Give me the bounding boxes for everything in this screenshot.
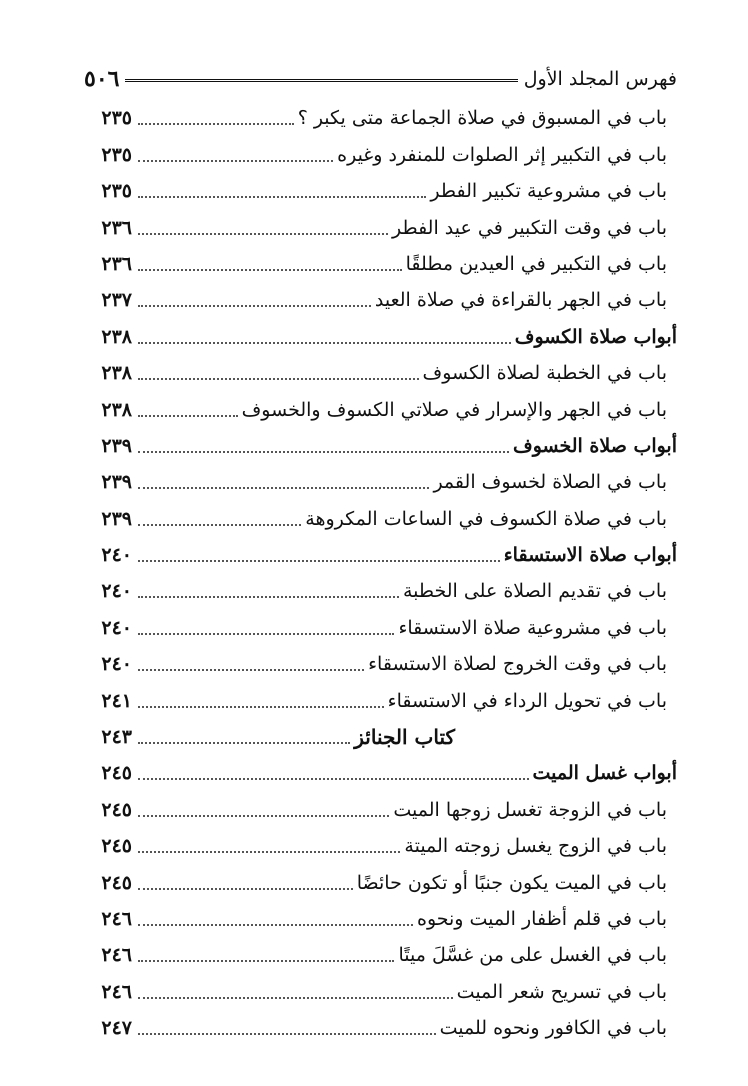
toc-entry [84, 574, 677, 610]
toc-entry-page: ٢٣٩ [101, 471, 132, 494]
dot-leader [138, 997, 453, 999]
toc-section-heading [84, 429, 677, 465]
dot-leader [138, 742, 350, 744]
dot-leader [138, 560, 500, 562]
dot-leader [138, 451, 509, 453]
toc-entry-page: ٢٤٠ [101, 580, 132, 603]
toc-entry-page: ٢٤٦ [101, 944, 132, 967]
dot-leader [138, 269, 402, 271]
toc-entry [84, 683, 677, 719]
toc-entry [84, 137, 677, 173]
toc-entry [84, 647, 677, 683]
dot-leader [138, 924, 413, 926]
toc-entry-title: كتاب الجنائز [354, 725, 455, 750]
toc-entry [84, 174, 677, 210]
toc-entry-title: باب في مشروعية تكبير الفطر [430, 180, 667, 203]
page-number: ٥٠٦ [84, 66, 120, 92]
dot-leader [138, 815, 389, 817]
toc-entry-page: ٢٣٦ [101, 216, 132, 239]
toc-section-heading [84, 538, 677, 574]
toc-entry-page: ٢٣٨ [101, 362, 132, 385]
toc-entry-title: أبواب صلاة الخسوف [513, 434, 677, 457]
dot-leader [138, 706, 384, 708]
toc-entry-title: باب في مشروعية صلاة الاستسقاء [398, 616, 667, 639]
toc-entry-page: ٢٤٧ [101, 1017, 132, 1040]
toc-entry-title: باب في وقت التكبير في عيد الفطر [392, 216, 667, 239]
toc-entry-title: باب في تحويل الرداء في الاستسقاء [387, 689, 667, 712]
dot-leader [138, 415, 238, 417]
dot-leader [138, 305, 371, 307]
toc-entry [84, 101, 677, 137]
page-header [84, 64, 677, 94]
dot-leader [138, 123, 294, 125]
toc-entry-title: باب في الجهر بالقراءة في صلاة العيد [374, 289, 667, 312]
toc-entry [84, 902, 677, 938]
toc-entry-page: ٢٣٥ [101, 107, 132, 130]
toc-entry [84, 1011, 677, 1047]
toc-entry [84, 792, 677, 828]
toc-section-heading [84, 319, 677, 355]
toc-entry [84, 974, 677, 1010]
toc-entry-title: باب في التكبير إثر الصلوات للمنفرد وغيره [337, 143, 667, 166]
table-of-contents [84, 101, 677, 1047]
toc-entry-page: ٢٣٥ [101, 143, 132, 166]
toc-entry [84, 465, 677, 501]
dot-leader [138, 778, 529, 780]
dot-leader [138, 524, 301, 526]
toc-entry-page: ٢٤٣ [101, 726, 132, 749]
toc-entry-page: ٢٣٧ [101, 289, 132, 312]
dot-leader [138, 378, 419, 380]
toc-entry-title: باب في الغسل على من غسَّلَ ميتًا [398, 944, 667, 967]
toc-entry [84, 247, 677, 283]
toc-entry-title: باب في الكافور ونحوه للميت [439, 1017, 667, 1040]
dot-leader [138, 487, 429, 489]
dot-leader [138, 196, 426, 198]
toc-entry-page: ٢٣٨ [101, 398, 132, 421]
toc-entry-page: ٢٤٦ [101, 980, 132, 1003]
dot-leader [138, 888, 353, 890]
toc-entry-title: باب في الزوج يغسل زوجته الميتة [404, 835, 667, 858]
toc-entry-page: ٢٤٠ [101, 616, 132, 639]
toc-entry-title: باب في الصلاة لخسوف القمر [433, 471, 667, 494]
toc-entry [84, 829, 677, 865]
toc-entry-title: باب في وقت الخروج لصلاة الاستسقاء [368, 653, 667, 676]
dot-leader [138, 960, 394, 962]
toc-entry-title: باب في قلم أظفار الميت ونحوه [416, 907, 667, 930]
toc-entry-page: ٢٤٥ [101, 871, 132, 894]
toc-entry-page: ٢٣٦ [101, 252, 132, 275]
dot-leader [138, 851, 400, 853]
toc-entry-page: ٢٤٦ [101, 907, 132, 930]
dot-leader [138, 596, 399, 598]
dot-leader [138, 342, 511, 344]
toc-entry [84, 210, 677, 246]
toc-entry-title: أبواب صلاة الكسوف [514, 325, 677, 348]
toc-entry-page: ٢٣٩ [101, 434, 132, 457]
toc-entry-page: ٢٤٠ [101, 544, 132, 567]
toc-entry-page: ٢٣٥ [101, 180, 132, 203]
toc-entry-title: باب في تسريح شعر الميت [456, 980, 667, 1003]
dot-leader [138, 633, 394, 635]
toc-entry-title: أبواب صلاة الاستسقاء [503, 544, 677, 567]
toc-entry [84, 283, 677, 319]
toc-entry [84, 356, 677, 392]
toc-entry [84, 610, 677, 646]
dot-leader [138, 160, 333, 162]
toc-entry-title: باب في الزوجة تغسل زوجها الميت [393, 798, 667, 821]
toc-entry-title: باب في التكبير في العيدين مطلقًا [405, 252, 667, 275]
toc-entry-page: ٢٤٥ [101, 798, 132, 821]
toc-entry [84, 392, 677, 428]
toc-entry-title: باب في المسبوق في صلاة الجماعة متى يكبر ؟ [297, 107, 667, 130]
header-title: فهرس المجلد الأول [523, 68, 677, 90]
dot-leader [138, 233, 388, 235]
dot-leader [138, 669, 364, 671]
header-rule [125, 79, 517, 82]
toc-entry-page: ٢٣٨ [101, 325, 132, 348]
toc-entry-title: باب في الميت يكون جنبًا أو تكون حائضًا [356, 871, 667, 894]
toc-book-heading [84, 720, 677, 756]
toc-entry [84, 865, 677, 901]
toc-entry-title: باب في تقديم الصلاة على الخطبة [402, 580, 667, 603]
toc-entry-page: ٢٤٥ [101, 835, 132, 858]
toc-entry-page: ٢٤٥ [101, 762, 132, 785]
toc-entry-page: ٢٤٠ [101, 653, 132, 676]
toc-entry-title: باب في الخطبة لصلاة الكسوف [422, 362, 667, 385]
toc-entry-title: باب في صلاة الكسوف في الساعات المكروهة [305, 507, 667, 530]
toc-entry [84, 501, 677, 537]
toc-entry-title: باب في الجهر والإسرار في صلاتي الكسوف والخسوف [241, 398, 667, 421]
toc-entry-title: أبواب غسل الميت [532, 762, 677, 785]
toc-entry [84, 938, 677, 974]
toc-entry-page: ٢٤١ [101, 689, 132, 712]
toc-entry-page: ٢٣٩ [101, 507, 132, 530]
dot-leader [138, 1033, 436, 1035]
toc-section-heading [84, 756, 677, 792]
